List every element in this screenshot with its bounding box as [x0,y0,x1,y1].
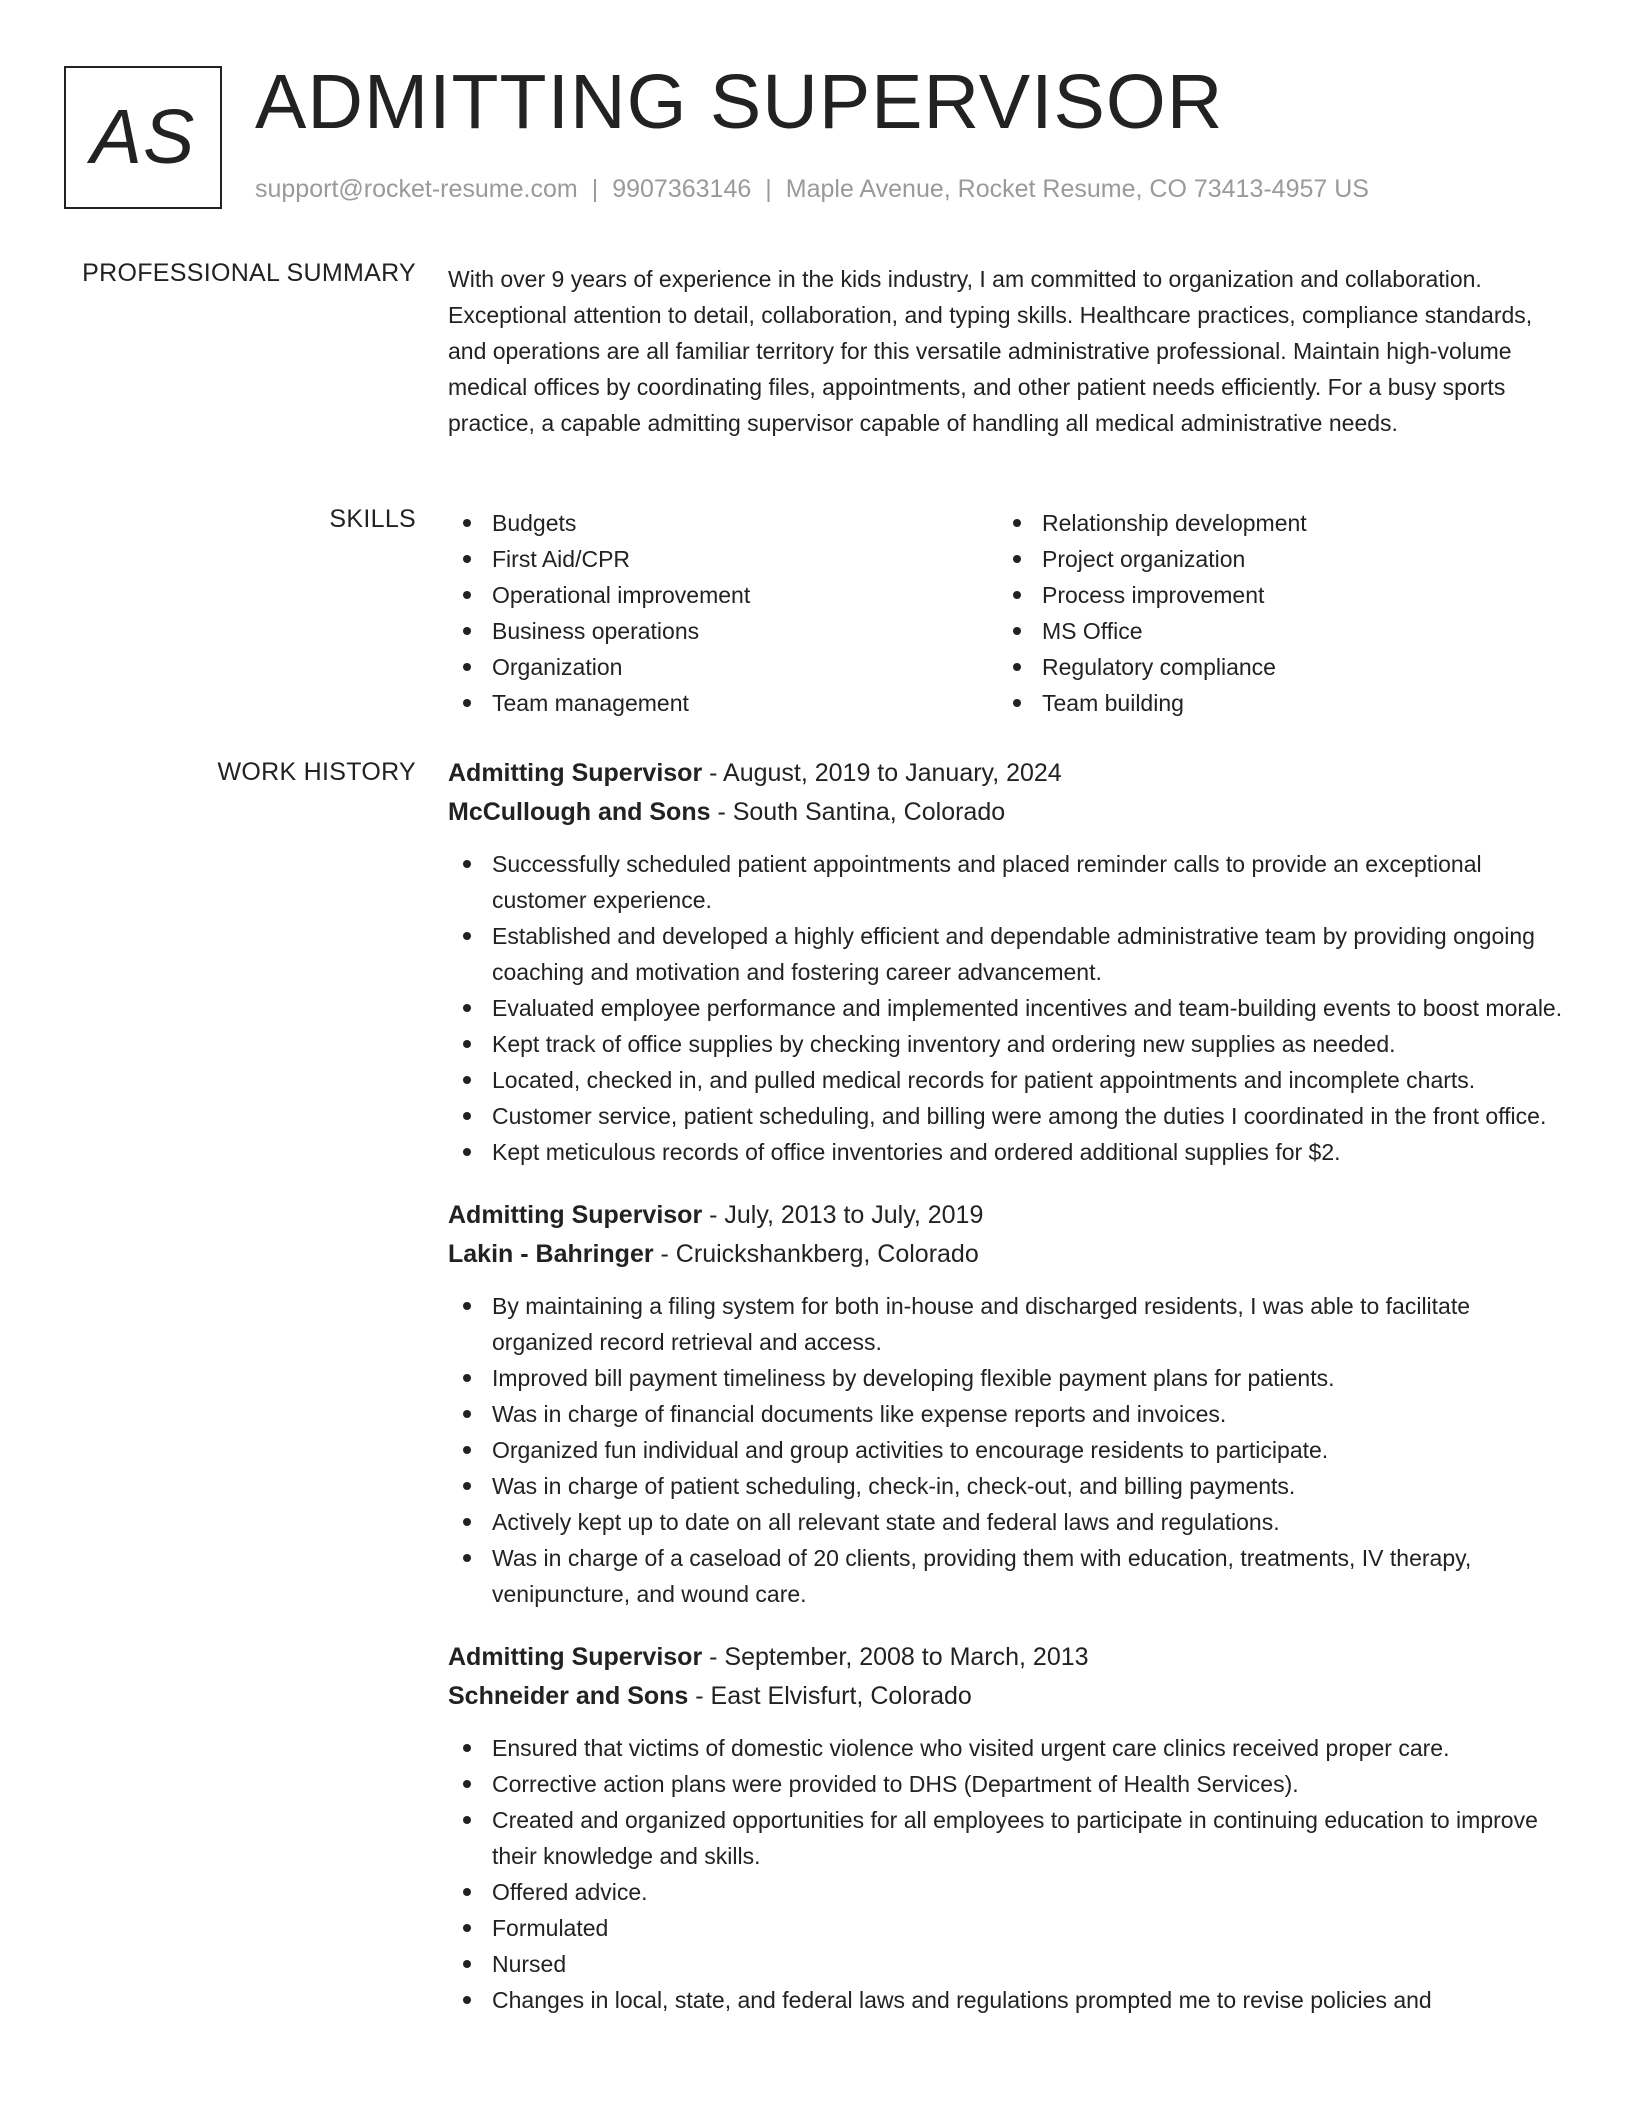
job-duty: Organized fun individual and group activities to encourage residents to participate. [448,1432,1573,1468]
job-duty: Ensured that victims of domestic violence who visited urgent care clinics received proper care. [448,1730,1573,1766]
skill-item: Regulatory compliance [998,649,1548,685]
job-duty: Offered advice. [448,1874,1573,1910]
job-duty: Established and developed a highly efficient and dependable administrative team by providing ongoing coaching and motivation and fostering career advancement. [448,918,1573,990]
job-duty: Kept meticulous records of office inventories and ordered additional supplies for $2. [448,1134,1573,1170]
job-title: Admitting Supervisor [448,1201,703,1229]
skill-item: First Aid/CPR [448,541,998,577]
job-location: - Cruickshankberg, Colorado [653,1240,979,1268]
job-title-line [448,1196,1573,1235]
job-entry [448,1638,1573,2018]
skill-item: MS Office [998,613,1548,649]
job-duty: Kept track of office supplies by checking inventory and ordering new supplies as needed. [448,1026,1573,1062]
job-duty: Located, checked in, and pulled medical records for patient appointments and incomplete charts. [448,1062,1573,1098]
skill-item: Business operations [448,613,998,649]
job-duty: Customer service, patient scheduling, and billing were among the duties I coordinated in the front office. [448,1098,1573,1134]
job-title: Admitting Supervisor [448,1643,703,1671]
skill-item: Project organization [998,541,1548,577]
skills-list-left [448,505,998,721]
job-duty: Actively kept up to date on all relevant state and federal laws and regulations. [448,1504,1573,1540]
job-dates: - August, 2019 to January, 2024 [702,759,1062,787]
job-entry [448,754,1573,1170]
job-duty: Evaluated employee performance and implemented incentives and team-building events to boost morale. [448,990,1573,1026]
job-location: - East Elvisfurt, Colorado [688,1682,972,1710]
skills-body [448,505,1573,721]
skill-item: Team management [448,685,998,721]
job-duty: Nursed [448,1946,1573,1982]
resume-name: ADMITTING SUPERVISOR [255,59,1224,145]
job-duty: Improved bill payment timeliness by developing flexible payment plans for patients. [448,1360,1573,1396]
skill-item: Team building [998,685,1548,721]
summary-label: PROFESSIONAL SUMMARY [82,259,416,287]
work-label: WORK HISTORY [217,758,416,786]
job-duty: Corrective action plans were provided to DHS (Department of Health Services). [448,1766,1573,1802]
job-dates: - July, 2013 to July, 2019 [702,1201,984,1229]
job-duty: Created and organized opportunities for all employees to participate in continuing education to improve their knowledge and skills. [448,1802,1573,1874]
job-duty: Was in charge of financial documents like expense reports and invoices. [448,1396,1573,1432]
job-title: Admitting Supervisor [448,759,703,787]
job-company-line [448,793,1573,832]
job-company: McCullough and Sons [448,798,711,826]
contact-phone[interactable]: 9907363146 [612,175,752,203]
job-duty: Was in charge of patient scheduling, check-in, check-out, and billing payments. [448,1468,1573,1504]
job-duty: Changes in local, state, and federal laws and regulations prompted me to revise policies and [448,1982,1573,2018]
contact-address: Maple Avenue, Rocket Resume, CO 73413-4957 US [785,175,1369,203]
job-duties-list [448,1288,1573,1612]
job-title-line [448,754,1573,793]
job-company: Schneider and Sons [448,1682,689,1710]
job-duties-list [448,1730,1573,2018]
job-duty: Successfully scheduled patient appointments and placed reminder calls to provide an exceptional customer experience. [448,846,1573,918]
summary-text: With over 9 years of experience in the kids industry, I am committed to organization and collaboration. Exceptional attention to detail, collaboration, and typing skills. Healthcare practices, compliance standards, and operations are all familiar territory for this versatile administrative professional. Maintain high-volume medical offices by coordinating files, appointments, and other patient needs efficiently. For a busy sports practice, a capable admitting supervisor capable of handling all medical administrative needs. [448,266,1533,436]
job-duty: Formulated [448,1910,1573,1946]
contact-separator: | [591,175,599,203]
skills-label: SKILLS [329,505,416,533]
skill-item: Budgets [448,505,998,541]
contact-email[interactable]: support@rocket-resume.com [255,175,578,203]
skills-list-right [998,505,1548,721]
job-dates: - September, 2008 to March, 2013 [702,1643,1089,1671]
contact-separator: | [765,175,772,203]
job-entry [448,1196,1573,1612]
skill-item: Relationship development [998,505,1548,541]
job-company-line [448,1677,1573,1716]
job-duties-list [448,846,1573,1170]
job-company-line [448,1235,1573,1274]
skill-item: Organization [448,649,998,685]
job-duty: Was in charge of a caseload of 20 clients, providing them with education, treatments, IV therapy, venipuncture, and wound care. [448,1540,1573,1612]
monogram-box [64,66,222,209]
skills-columns [448,505,1573,721]
contact-line [255,175,1369,204]
job-duty: By maintaining a filing system for both in-house and discharged residents, I was able to facilitate organized record retrieval and access. [448,1288,1573,1360]
skill-item: Process improvement [998,577,1548,613]
job-location: - South Santina, Colorado [710,798,1006,826]
monogram-initials: AS [90,94,196,180]
job-company: Lakin - Bahringer [448,1240,654,1268]
job-title-line [448,1638,1573,1677]
skill-item: Operational improvement [448,577,998,613]
work-body [448,754,1573,2044]
